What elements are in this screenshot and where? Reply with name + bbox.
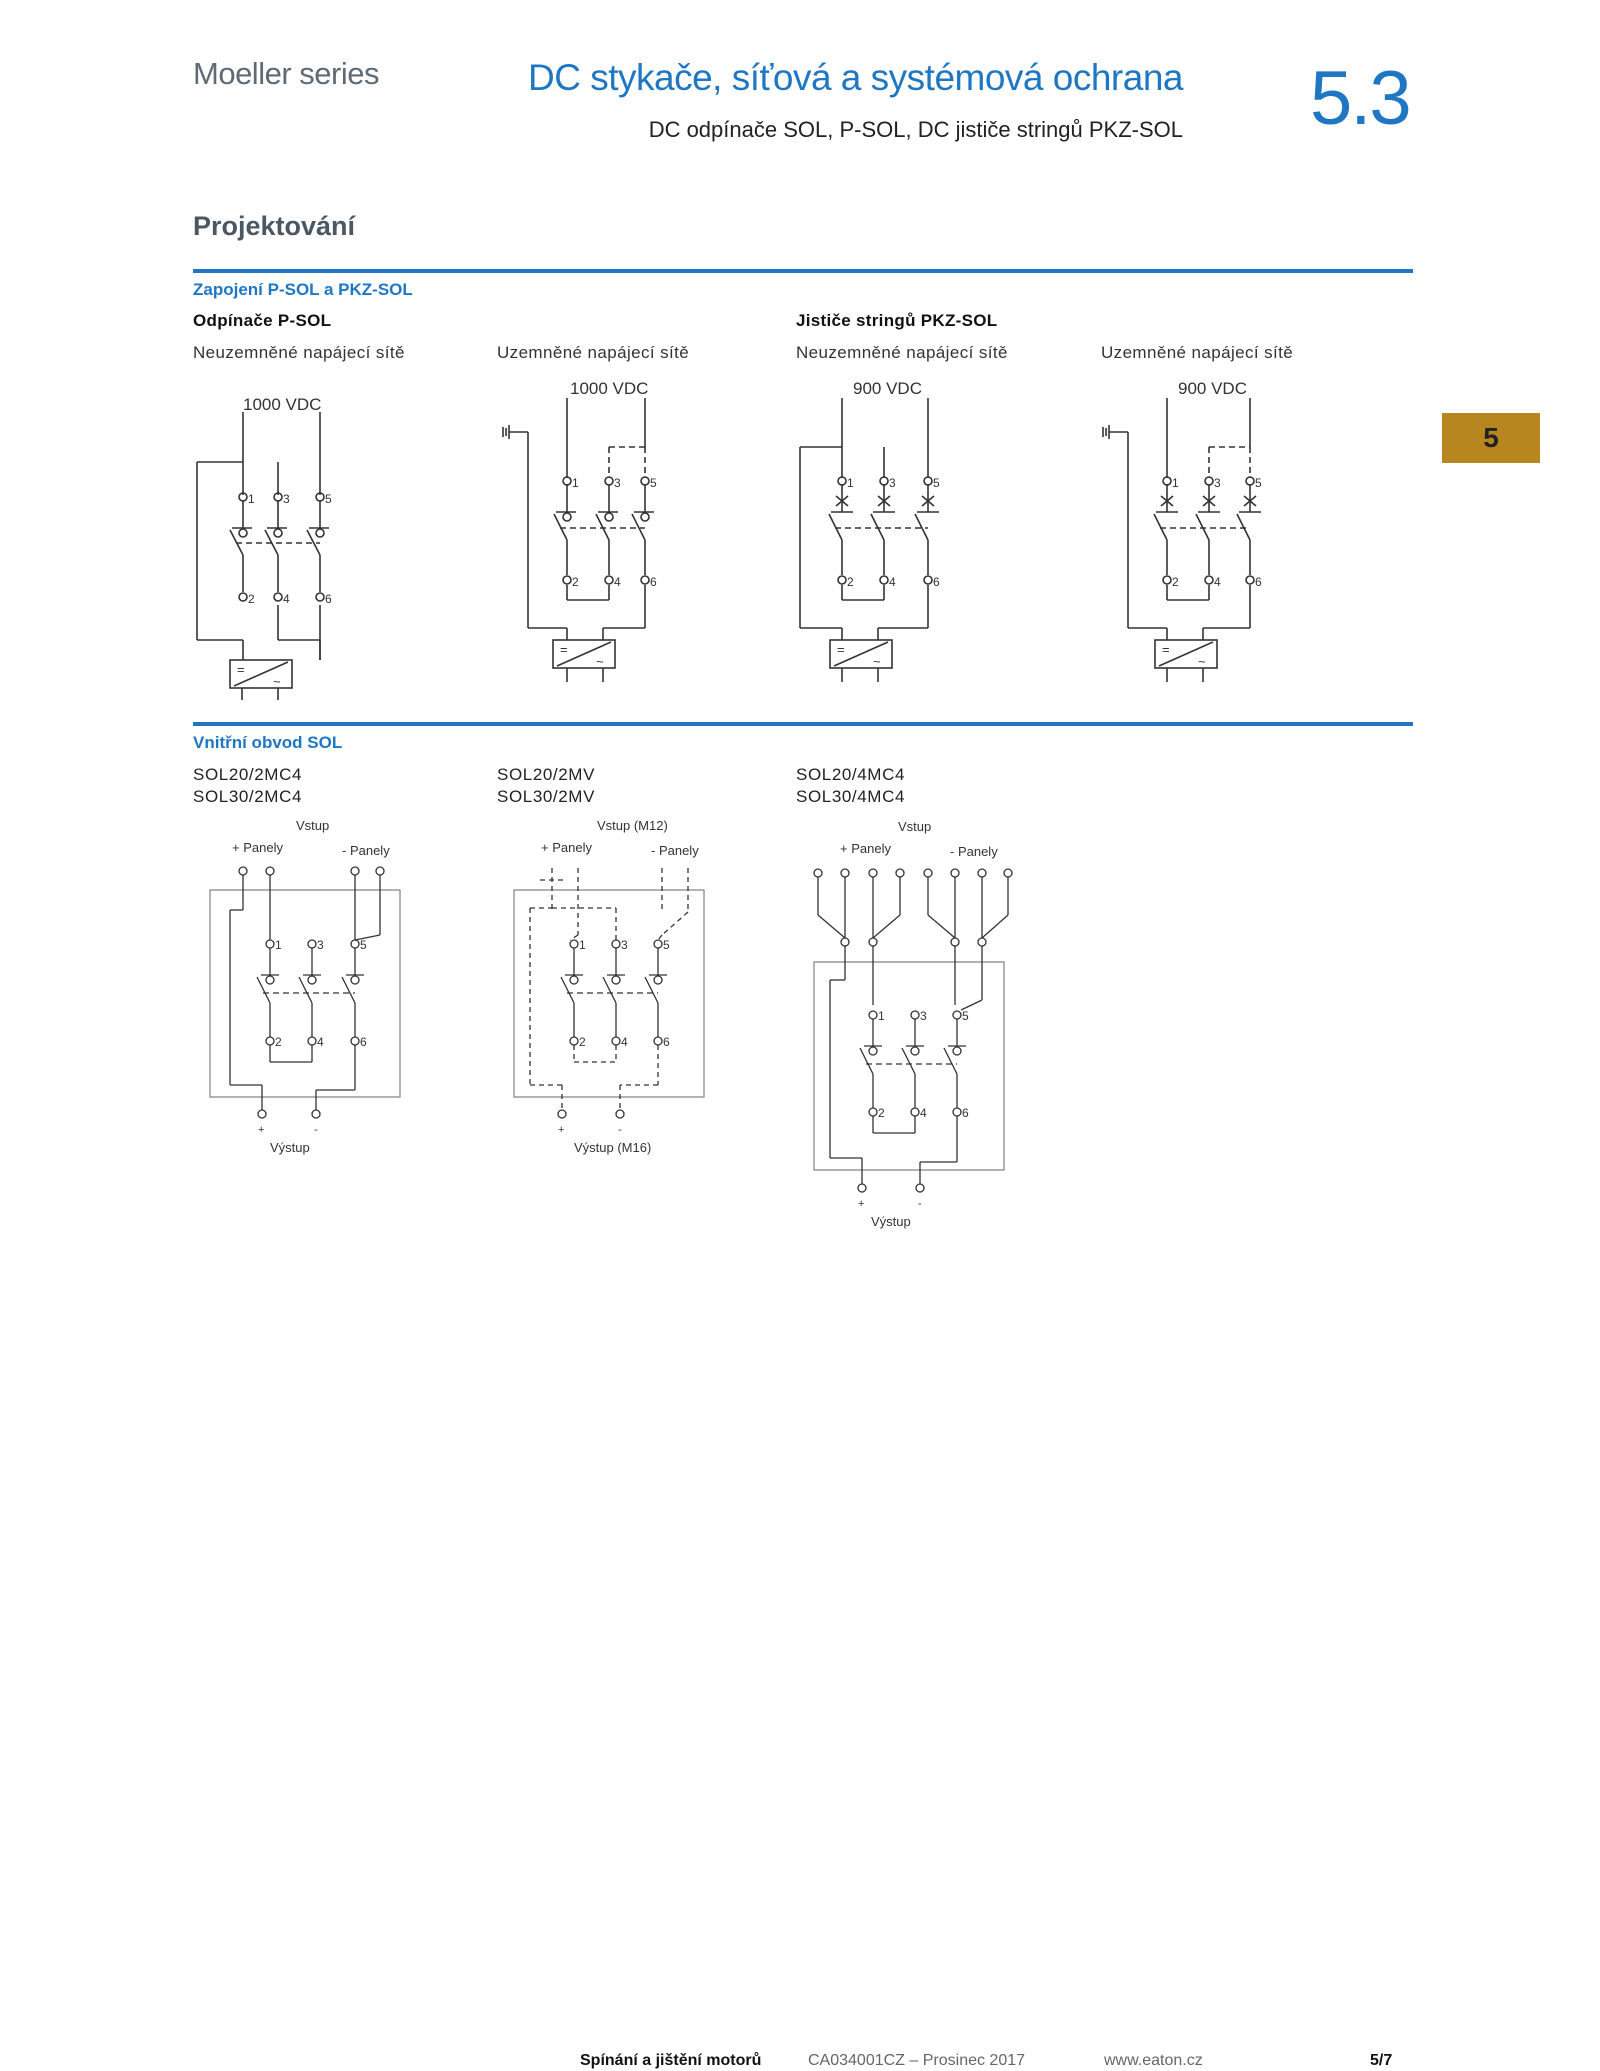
svg-text:1: 1 bbox=[579, 938, 586, 952]
circuit-sol-4mc4 bbox=[814, 819, 1012, 1229]
svg-text:6: 6 bbox=[933, 575, 940, 589]
svg-text:2: 2 bbox=[248, 592, 255, 606]
page-subtitle: DC odpínače SOL, P-SOL, DC jističe stringů PKZ-SOL bbox=[648, 117, 1183, 142]
svg-text:2: 2 bbox=[275, 1035, 282, 1049]
svg-text:1: 1 bbox=[1172, 476, 1179, 490]
svg-text:4: 4 bbox=[621, 1035, 628, 1049]
svg-text:Výstup: Výstup bbox=[270, 1140, 310, 1155]
page-title: DC stykače, síťová a systémová ochrana bbox=[528, 57, 1183, 98]
section-rule bbox=[193, 722, 1413, 726]
block1-heading: Zapojení P-SOL a PKZ-SOL bbox=[193, 280, 413, 299]
block2-heading: Vnitřní obvod SOL bbox=[193, 733, 343, 752]
svg-text:5: 5 bbox=[360, 938, 367, 952]
svg-text:6: 6 bbox=[360, 1035, 367, 1049]
svg-text:6: 6 bbox=[663, 1035, 670, 1049]
svg-text:3: 3 bbox=[283, 492, 290, 506]
svg-text:4: 4 bbox=[317, 1035, 324, 1049]
svg-text:+: + bbox=[858, 1198, 865, 1210]
page-number: 5/7 bbox=[1370, 2052, 1393, 2069]
svg-text:-: - bbox=[918, 1198, 922, 1210]
svg-text:2: 2 bbox=[572, 575, 579, 589]
svg-text:5: 5 bbox=[1255, 476, 1262, 490]
section-number: 5.3 bbox=[1310, 56, 1410, 141]
voltage-label: 1000 VDC bbox=[243, 395, 322, 414]
svg-text:+ Panely: + Panely bbox=[541, 840, 592, 855]
diagram-p-sol-ungrounded bbox=[197, 395, 332, 700]
svg-text:2: 2 bbox=[847, 575, 854, 589]
svg-text:Výstup: Výstup bbox=[871, 1214, 911, 1229]
svg-text:- Panely: - Panely bbox=[651, 843, 699, 858]
diagram-subtitle: Neuzemněné napájecí sítě bbox=[193, 343, 405, 362]
svg-text:Vstup: Vstup bbox=[898, 819, 932, 834]
svg-text:5: 5 bbox=[650, 476, 657, 490]
svg-text:2: 2 bbox=[579, 1035, 586, 1049]
diagram-pkz-sol-ungrounded bbox=[800, 379, 940, 682]
svg-text:+: + bbox=[558, 1124, 565, 1136]
svg-text:1: 1 bbox=[572, 476, 579, 490]
svg-text:+: + bbox=[258, 1124, 265, 1136]
svg-text:4: 4 bbox=[920, 1106, 927, 1120]
svg-text:4: 4 bbox=[283, 592, 290, 606]
group-title-pkz-sol: Jističe stringů PKZ-SOL bbox=[796, 311, 998, 330]
footer-title: Spínání a jištění motorů bbox=[580, 2052, 762, 2069]
svg-text:4: 4 bbox=[1214, 575, 1221, 589]
svg-text:Vstup (M12): Vstup (M12) bbox=[597, 818, 668, 833]
diagram-pkz-sol-grounded bbox=[1103, 379, 1262, 682]
section-title: Projektování bbox=[193, 211, 356, 241]
diagram-subtitle: Uzemněné napájecí sítě bbox=[1101, 343, 1294, 362]
voltage-label: 900 VDC bbox=[853, 379, 922, 398]
footer-doc: CA034001CZ – Prosinec 2017 bbox=[808, 2052, 1026, 2069]
svg-text:5: 5 bbox=[962, 1009, 969, 1023]
diagram-subtitle: Uzemněné napájecí sítě bbox=[497, 343, 690, 362]
model-label: SOL20/4MC4 SOL30/4MC4 bbox=[796, 765, 905, 806]
svg-text:Výstup (M16): Výstup (M16) bbox=[574, 1140, 652, 1155]
svg-text:1: 1 bbox=[878, 1009, 885, 1023]
circuit-sol-2mv bbox=[514, 818, 704, 1155]
svg-text:6: 6 bbox=[325, 592, 332, 606]
group-title-p-sol: Odpínače P-SOL bbox=[193, 311, 332, 330]
series-label: Moeller series bbox=[193, 56, 379, 91]
svg-text:4: 4 bbox=[614, 575, 621, 589]
svg-text:-: - bbox=[314, 1124, 318, 1136]
svg-text:5: 5 bbox=[325, 492, 332, 506]
svg-text:-: - bbox=[618, 1124, 622, 1136]
diagram-subtitle: Neuzemněné napájecí sítě bbox=[796, 343, 1008, 362]
svg-text:3: 3 bbox=[920, 1009, 927, 1023]
footer-url[interactable]: www.eaton.cz bbox=[1104, 2052, 1203, 2069]
circuit-sol-2mc4 bbox=[210, 818, 400, 1155]
svg-text:- Panely: - Panely bbox=[342, 843, 390, 858]
svg-text:6: 6 bbox=[650, 575, 657, 589]
voltage-label: 1000 VDC bbox=[570, 379, 649, 398]
svg-text:6: 6 bbox=[962, 1106, 969, 1120]
wiring-diagrams: = ~ 1000 VDC 1 3 5 2 4 6 1000 VDC 1 3 5 2 4 6 900 VDC 1 3 5 2 4 6 900 VDC 1 3 5 2 4 6 Vstup + Panely - Panely 1 3 5 2 4 6 + - Výstup Vstup (M12) + Panely - Panely 1 3 5 2 4 6 + - Výstup (M16) Vstup + Panely - Panely 1 3 5 2 4 6 + - Výstup bbox=[7, 2, 1262, 1229]
model-label: SOL20/2MC4 SOL30/2MC4 bbox=[193, 765, 302, 806]
svg-text:Vstup: Vstup bbox=[296, 818, 330, 833]
chapter-tab[interactable]: 5 bbox=[1442, 413, 1540, 463]
voltage-label: 900 VDC bbox=[1178, 379, 1247, 398]
svg-text:3: 3 bbox=[621, 938, 628, 952]
svg-text:+ Panely: + Panely bbox=[840, 841, 891, 856]
svg-text:3: 3 bbox=[614, 476, 621, 490]
svg-text:2: 2 bbox=[1172, 575, 1179, 589]
svg-text:1: 1 bbox=[275, 938, 282, 952]
svg-text:5: 5 bbox=[933, 476, 940, 490]
model-label: SOL20/2MV SOL30/2MV bbox=[497, 765, 596, 806]
svg-text:+ Panely: + Panely bbox=[232, 840, 283, 855]
svg-text:- Panely: - Panely bbox=[950, 844, 998, 859]
svg-text:5: 5 bbox=[663, 938, 670, 952]
svg-text:1: 1 bbox=[248, 492, 255, 506]
svg-text:3: 3 bbox=[1214, 476, 1221, 490]
diagram-p-sol-grounded bbox=[503, 379, 657, 682]
svg-text:3: 3 bbox=[317, 938, 324, 952]
svg-text:6: 6 bbox=[1255, 575, 1262, 589]
svg-text:1: 1 bbox=[847, 476, 854, 490]
svg-text:2: 2 bbox=[878, 1106, 885, 1120]
svg-text:3: 3 bbox=[889, 476, 896, 490]
svg-text:4: 4 bbox=[889, 575, 896, 589]
